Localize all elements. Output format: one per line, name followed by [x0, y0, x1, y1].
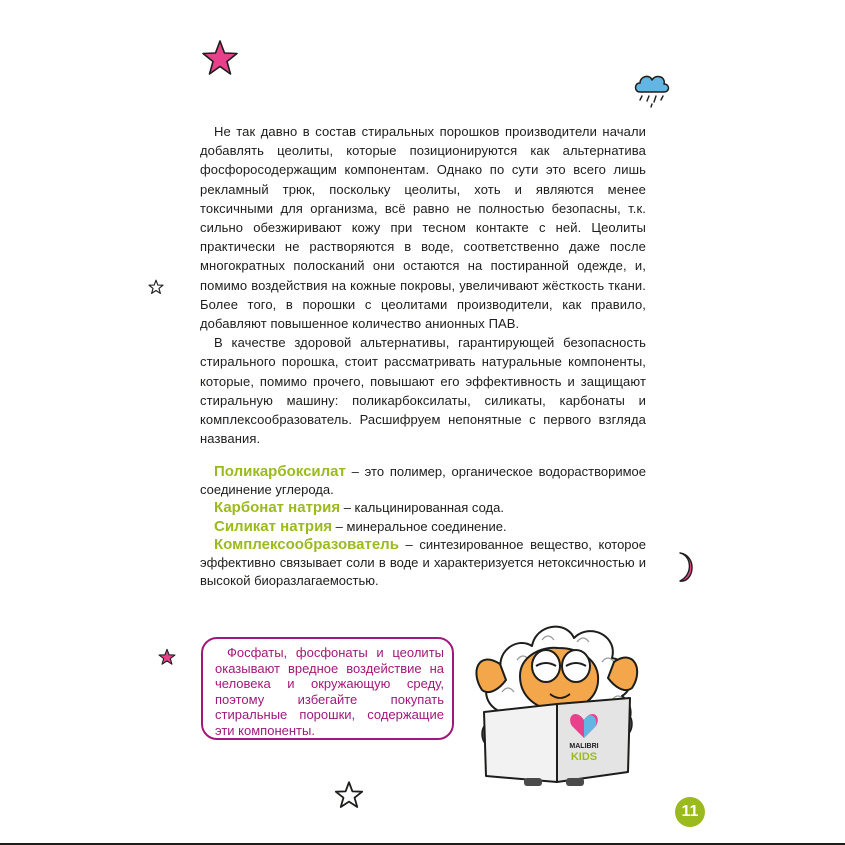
star-outline-icon: [334, 780, 364, 810]
definition-term: Карбонат натрия: [214, 499, 341, 517]
paragraph: Не так давно в состав стиральных порошков производители начали добавлять цеолиты, которые позиционируются как альтернатива фосфоросодержащим компонентам. Однако по сути это всего лишь рекламный трюк, поскольку цеолиты, хоть и являются менее токсичными для организма, всё равно не полностью безопасны, т.к. сильно обезжиривают кожу при тесном контакте с ней. Цеолиты практически не растворяются в воде, соответственно даже после многократных полосканий они остаются на постиранной одежде, и, помимо воздействия на кожные покровы, увеличивают жёсткость ткани. Более того, в порошки с цеолитами производители, как правило, добавляют повышенное количество анионных ПАВ.: [200, 124, 646, 332]
definition-term: Силикат натрия: [214, 517, 333, 535]
callout-text: Фосфаты, фосфонаты и цеолиты оказывают вредное воздействие на человека и окружающую среду, поэтому избегайте покупать стиральные порошки, содержащие эти компоненты.: [215, 645, 444, 738]
definition-text: – это полимер, органическое водорастворимое соединение углерода.: [200, 464, 646, 498]
svg-text:MALIBRI: MALIBRI: [569, 743, 599, 750]
star-small-icon: [158, 648, 176, 666]
main-text: [200, 122, 646, 448]
definitions-list: [200, 463, 646, 590]
cloud-rain-icon: [630, 66, 674, 110]
definition-text: – кальцинированная сода.: [340, 500, 504, 516]
definition-item: [200, 536, 646, 591]
definition-term: Комплексообразователь: [214, 535, 399, 553]
svg-text:KIDS: KIDS: [570, 751, 598, 763]
definition-item: [200, 499, 646, 517]
moon-icon: [674, 550, 698, 584]
definition-term: Поликарбоксилат: [214, 463, 346, 480]
definition-item: [200, 463, 646, 499]
definition-item: [200, 518, 646, 536]
definition-text: – минеральное соединение.: [332, 518, 507, 534]
star-outline-icon: [148, 279, 164, 295]
definition-text: – синтезированное вещество, которое эффективно связывает соли в воде и характеризуется нетоксичностью и высокой биоразлагаемостью.: [200, 536, 646, 589]
warning-callout: [201, 637, 454, 740]
star-pink-icon: [200, 38, 240, 78]
page-number: 11: [675, 797, 705, 827]
sheep-mascot-illustration: [462, 600, 652, 790]
paragraph: В качестве здоровой альтернативы, гарантирующей безопасность стирального порошка, стоит рассматривать натуральные компоненты, которые, помимо прочего, повышают его эффективность и защищают стиральную машину: поликарбоксилаты, силикаты, карбонаты и комплексообразователь. Расшифруем непонятные с первого взгляда названия.: [200, 335, 646, 447]
